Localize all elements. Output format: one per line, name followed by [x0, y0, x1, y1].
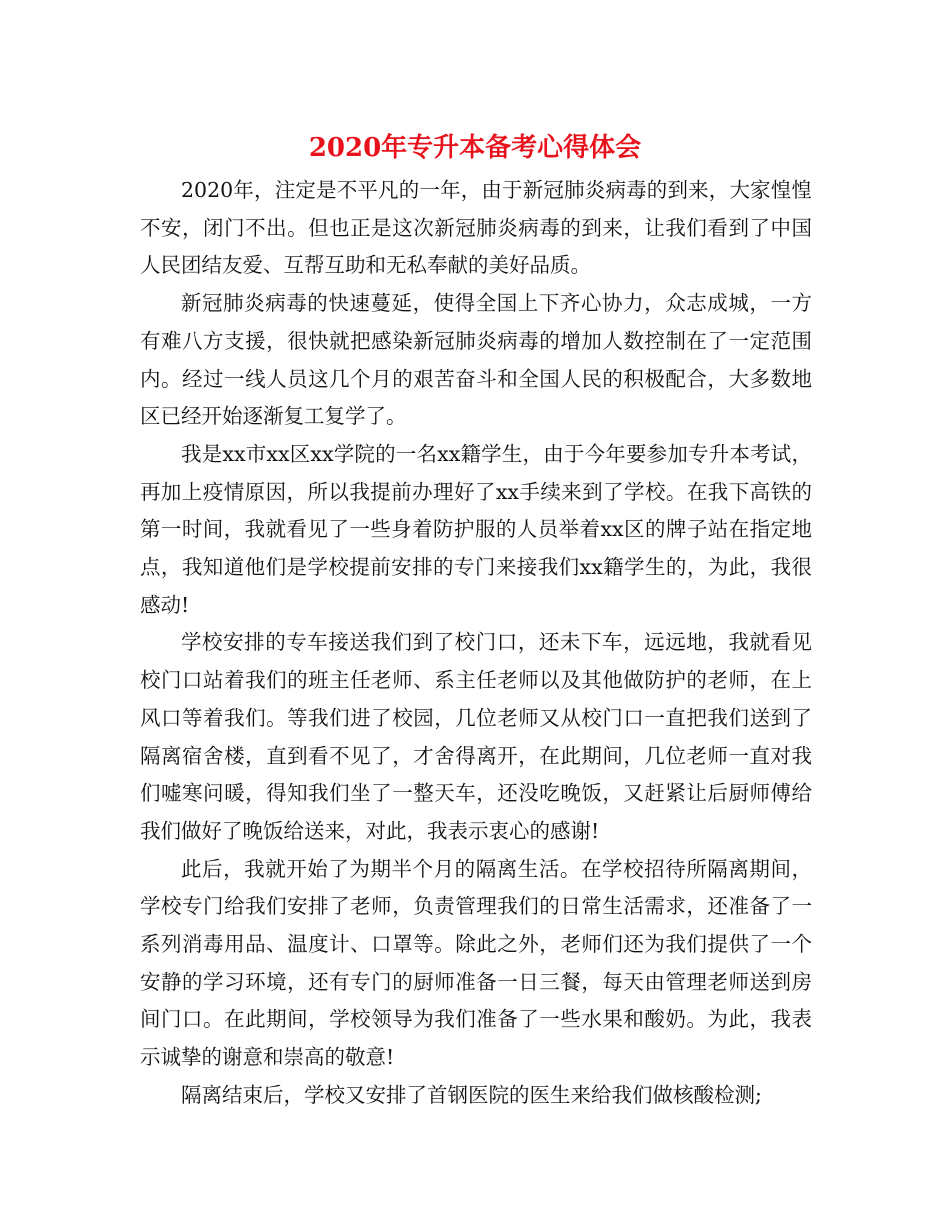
paragraph-4: 学校安排的专车接送我们到了校门口，还未下车，远远地，我就看见校门口站着我们的班主任老师、系主任老师以及其他做防护的老师，在上风口等着我们。等我们进了校园，几位老师又从校门口一直把我们送到了隔离宿舍楼，直到看不见了，才舍得离开，在此期间，几位老师一直对我们嘘寒问暖，得知我们坐了一整天车，还没吃晚饭，又赶紧让后厨师傅给我们做好了晚饭给送来，对此，我表示衷心的感谢!: [140, 630, 812, 843]
paragraph-6: 隔离结束后，学校又安排了首钢医院的医生来给我们做核酸检测;: [181, 1082, 762, 1107]
paragraph-2: 新冠肺炎病毒的快速蔓延，使得全国上下齐心协力，众志成城，一方有难八方支援，很快就把感染新冠肺炎病毒的增加人数控制在了一定范围内。经过一线人员这几个月的艰苦奋斗和全国人民的积极配合，大多数地区已经开始逐渐复工复学了。: [140, 291, 812, 429]
paragraph-3: 我是xx市xx区xx学院的一名xx籍学生，由于今年要参加专升本考试，再加上疫情原因，所以我提前办理好了xx手续来到了学校。在我下高铁的第一时间，我就看见了一些身着防护服的人员举着xx区的牌子站在指定地点，我知道他们是学校提前安排的专门来接我们xx籍学生的，为此，我很感动!: [140, 441, 812, 617]
paragraph-5: 此后，我就开始了为期半个月的隔离生活。在学校招待所隔离期间，学校专门给我们安排了老师，负责管理我们的日常生活需求，还准备了一系列消毒用品、温度计、口罩等。除此之外，老师们还为我们提供了一个安静的学习环境，还有专门的厨师准备一日三餐，每天由管理老师送到房间门口。在此期间，学校领导为我们准备了一些水果和酸奶。为此，我表示诚挚的谢意和崇高的敬意!: [140, 856, 812, 1070]
document-body: [140, 172, 812, 1115]
document-title: 2020年专升本备考心得体会: [308, 133, 642, 163]
paragraph-1: 2020年，注定是不平凡的一年，由于新冠肺炎病毒的到来，大家惶惶不安，闭门不出。但也正是这次新冠肺炎病毒的到来，让我们看到了中国人民团结友爱、互帮互助和无私奉献的美好品质。: [140, 178, 812, 278]
